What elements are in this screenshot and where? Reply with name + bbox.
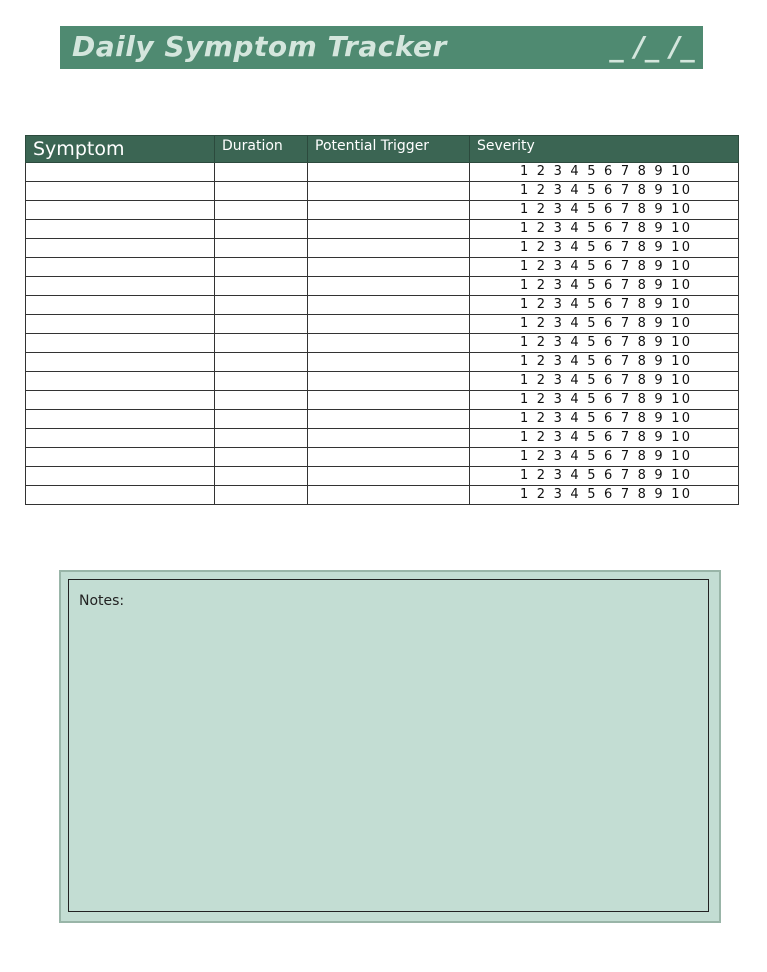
severity-scale-cell[interactable]: 1 2 3 4 5 6 7 8 9 10 <box>470 467 739 486</box>
symptom-cell[interactable] <box>26 220 215 239</box>
table-row <box>26 239 739 258</box>
duration-cell[interactable] <box>215 182 308 201</box>
table-row <box>26 182 739 201</box>
table-row <box>26 258 739 277</box>
severity-scale-cell[interactable]: 1 2 3 4 5 6 7 8 9 10 <box>470 201 739 220</box>
page-title: Daily Symptom Tracker <box>72 30 447 63</box>
severity-scale-cell[interactable]: 1 2 3 4 5 6 7 8 9 10 <box>470 353 739 372</box>
severity-scale-cell[interactable]: 1 2 3 4 5 6 7 8 9 10 <box>470 410 739 429</box>
symptom-cell[interactable] <box>26 410 215 429</box>
table-row <box>26 353 739 372</box>
duration-cell[interactable] <box>215 277 308 296</box>
duration-cell[interactable] <box>215 410 308 429</box>
symptom-cell[interactable] <box>26 258 215 277</box>
symptom-cell[interactable] <box>26 372 215 391</box>
duration-cell[interactable] <box>215 372 308 391</box>
notes-box[interactable] <box>68 579 709 912</box>
table-row <box>26 391 739 410</box>
duration-cell[interactable] <box>215 467 308 486</box>
date-blank: _ /_ /_ <box>609 30 695 63</box>
trigger-cell[interactable] <box>308 277 470 296</box>
symptom-cell[interactable] <box>26 201 215 220</box>
column-header-symptom: Symptom <box>26 136 215 163</box>
table-row <box>26 372 739 391</box>
duration-cell[interactable] <box>215 258 308 277</box>
table-row <box>26 467 739 486</box>
notes-panel <box>59 570 721 923</box>
trigger-cell[interactable] <box>308 258 470 277</box>
severity-scale-cell[interactable]: 1 2 3 4 5 6 7 8 9 10 <box>470 258 739 277</box>
symptom-cell[interactable] <box>26 296 215 315</box>
table-body <box>26 163 739 505</box>
duration-cell[interactable] <box>215 429 308 448</box>
symptom-cell[interactable] <box>26 182 215 201</box>
trigger-cell[interactable] <box>308 315 470 334</box>
severity-scale-cell[interactable]: 1 2 3 4 5 6 7 8 9 10 <box>470 372 739 391</box>
table-row <box>26 201 739 220</box>
severity-scale-cell[interactable]: 1 2 3 4 5 6 7 8 9 10 <box>470 315 739 334</box>
table-row <box>26 410 739 429</box>
trigger-cell[interactable] <box>308 201 470 220</box>
duration-cell[interactable] <box>215 486 308 505</box>
severity-scale-cell[interactable]: 1 2 3 4 5 6 7 8 9 10 <box>470 448 739 467</box>
symptom-cell[interactable] <box>26 391 215 410</box>
severity-scale-cell[interactable]: 1 2 3 4 5 6 7 8 9 10 <box>470 220 739 239</box>
duration-cell[interactable] <box>215 163 308 182</box>
severity-scale-cell[interactable]: 1 2 3 4 5 6 7 8 9 10 <box>470 239 739 258</box>
table-row <box>26 315 739 334</box>
symptom-cell[interactable] <box>26 486 215 505</box>
severity-scale-cell[interactable]: 1 2 3 4 5 6 7 8 9 10 <box>470 486 739 505</box>
trigger-cell[interactable] <box>308 239 470 258</box>
symptom-cell[interactable] <box>26 315 215 334</box>
table-row <box>26 334 739 353</box>
duration-cell[interactable] <box>215 334 308 353</box>
trigger-cell[interactable] <box>308 353 470 372</box>
severity-scale-cell[interactable]: 1 2 3 4 5 6 7 8 9 10 <box>470 163 739 182</box>
symptom-table <box>25 135 739 505</box>
trigger-cell[interactable] <box>308 429 470 448</box>
trigger-cell[interactable] <box>308 467 470 486</box>
symptom-cell[interactable] <box>26 277 215 296</box>
trigger-cell[interactable] <box>308 391 470 410</box>
duration-cell[interactable] <box>215 391 308 410</box>
trigger-cell[interactable] <box>308 163 470 182</box>
severity-scale-cell[interactable]: 1 2 3 4 5 6 7 8 9 10 <box>470 391 739 410</box>
notes-label: Notes: <box>79 593 125 609</box>
column-header-potential-trigger: Potential Trigger <box>308 136 470 163</box>
trigger-cell[interactable] <box>308 182 470 201</box>
table-row <box>26 429 739 448</box>
trigger-cell[interactable] <box>308 372 470 391</box>
duration-cell[interactable] <box>215 220 308 239</box>
duration-cell[interactable] <box>215 353 308 372</box>
duration-cell[interactable] <box>215 296 308 315</box>
trigger-cell[interactable] <box>308 448 470 467</box>
table-row <box>26 448 739 467</box>
symptom-cell[interactable] <box>26 353 215 372</box>
symptom-cell[interactable] <box>26 239 215 258</box>
table-row <box>26 220 739 239</box>
column-header-duration: Duration <box>215 136 308 163</box>
trigger-cell[interactable] <box>308 296 470 315</box>
trigger-cell[interactable] <box>308 334 470 353</box>
duration-cell[interactable] <box>215 201 308 220</box>
severity-scale-cell[interactable]: 1 2 3 4 5 6 7 8 9 10 <box>470 296 739 315</box>
duration-cell[interactable] <box>215 239 308 258</box>
table-header-row <box>26 136 739 163</box>
trigger-cell[interactable] <box>308 220 470 239</box>
symptom-cell[interactable] <box>26 429 215 448</box>
duration-cell[interactable] <box>215 448 308 467</box>
symptom-cell[interactable] <box>26 163 215 182</box>
severity-scale-cell[interactable]: 1 2 3 4 5 6 7 8 9 10 <box>470 277 739 296</box>
column-header-severity: Severity <box>470 136 739 163</box>
trigger-cell[interactable] <box>308 486 470 505</box>
trigger-cell[interactable] <box>308 410 470 429</box>
title-banner <box>60 26 703 69</box>
symptom-cell[interactable] <box>26 467 215 486</box>
severity-scale-cell[interactable]: 1 2 3 4 5 6 7 8 9 10 <box>470 334 739 353</box>
table-row <box>26 486 739 505</box>
severity-scale-cell[interactable]: 1 2 3 4 5 6 7 8 9 10 <box>470 182 739 201</box>
severity-scale-cell[interactable]: 1 2 3 4 5 6 7 8 9 10 <box>470 429 739 448</box>
table-row <box>26 163 739 182</box>
table-row <box>26 277 739 296</box>
symptom-cell[interactable] <box>26 334 215 353</box>
symptom-cell[interactable] <box>26 448 215 467</box>
duration-cell[interactable] <box>215 315 308 334</box>
table-row <box>26 296 739 315</box>
